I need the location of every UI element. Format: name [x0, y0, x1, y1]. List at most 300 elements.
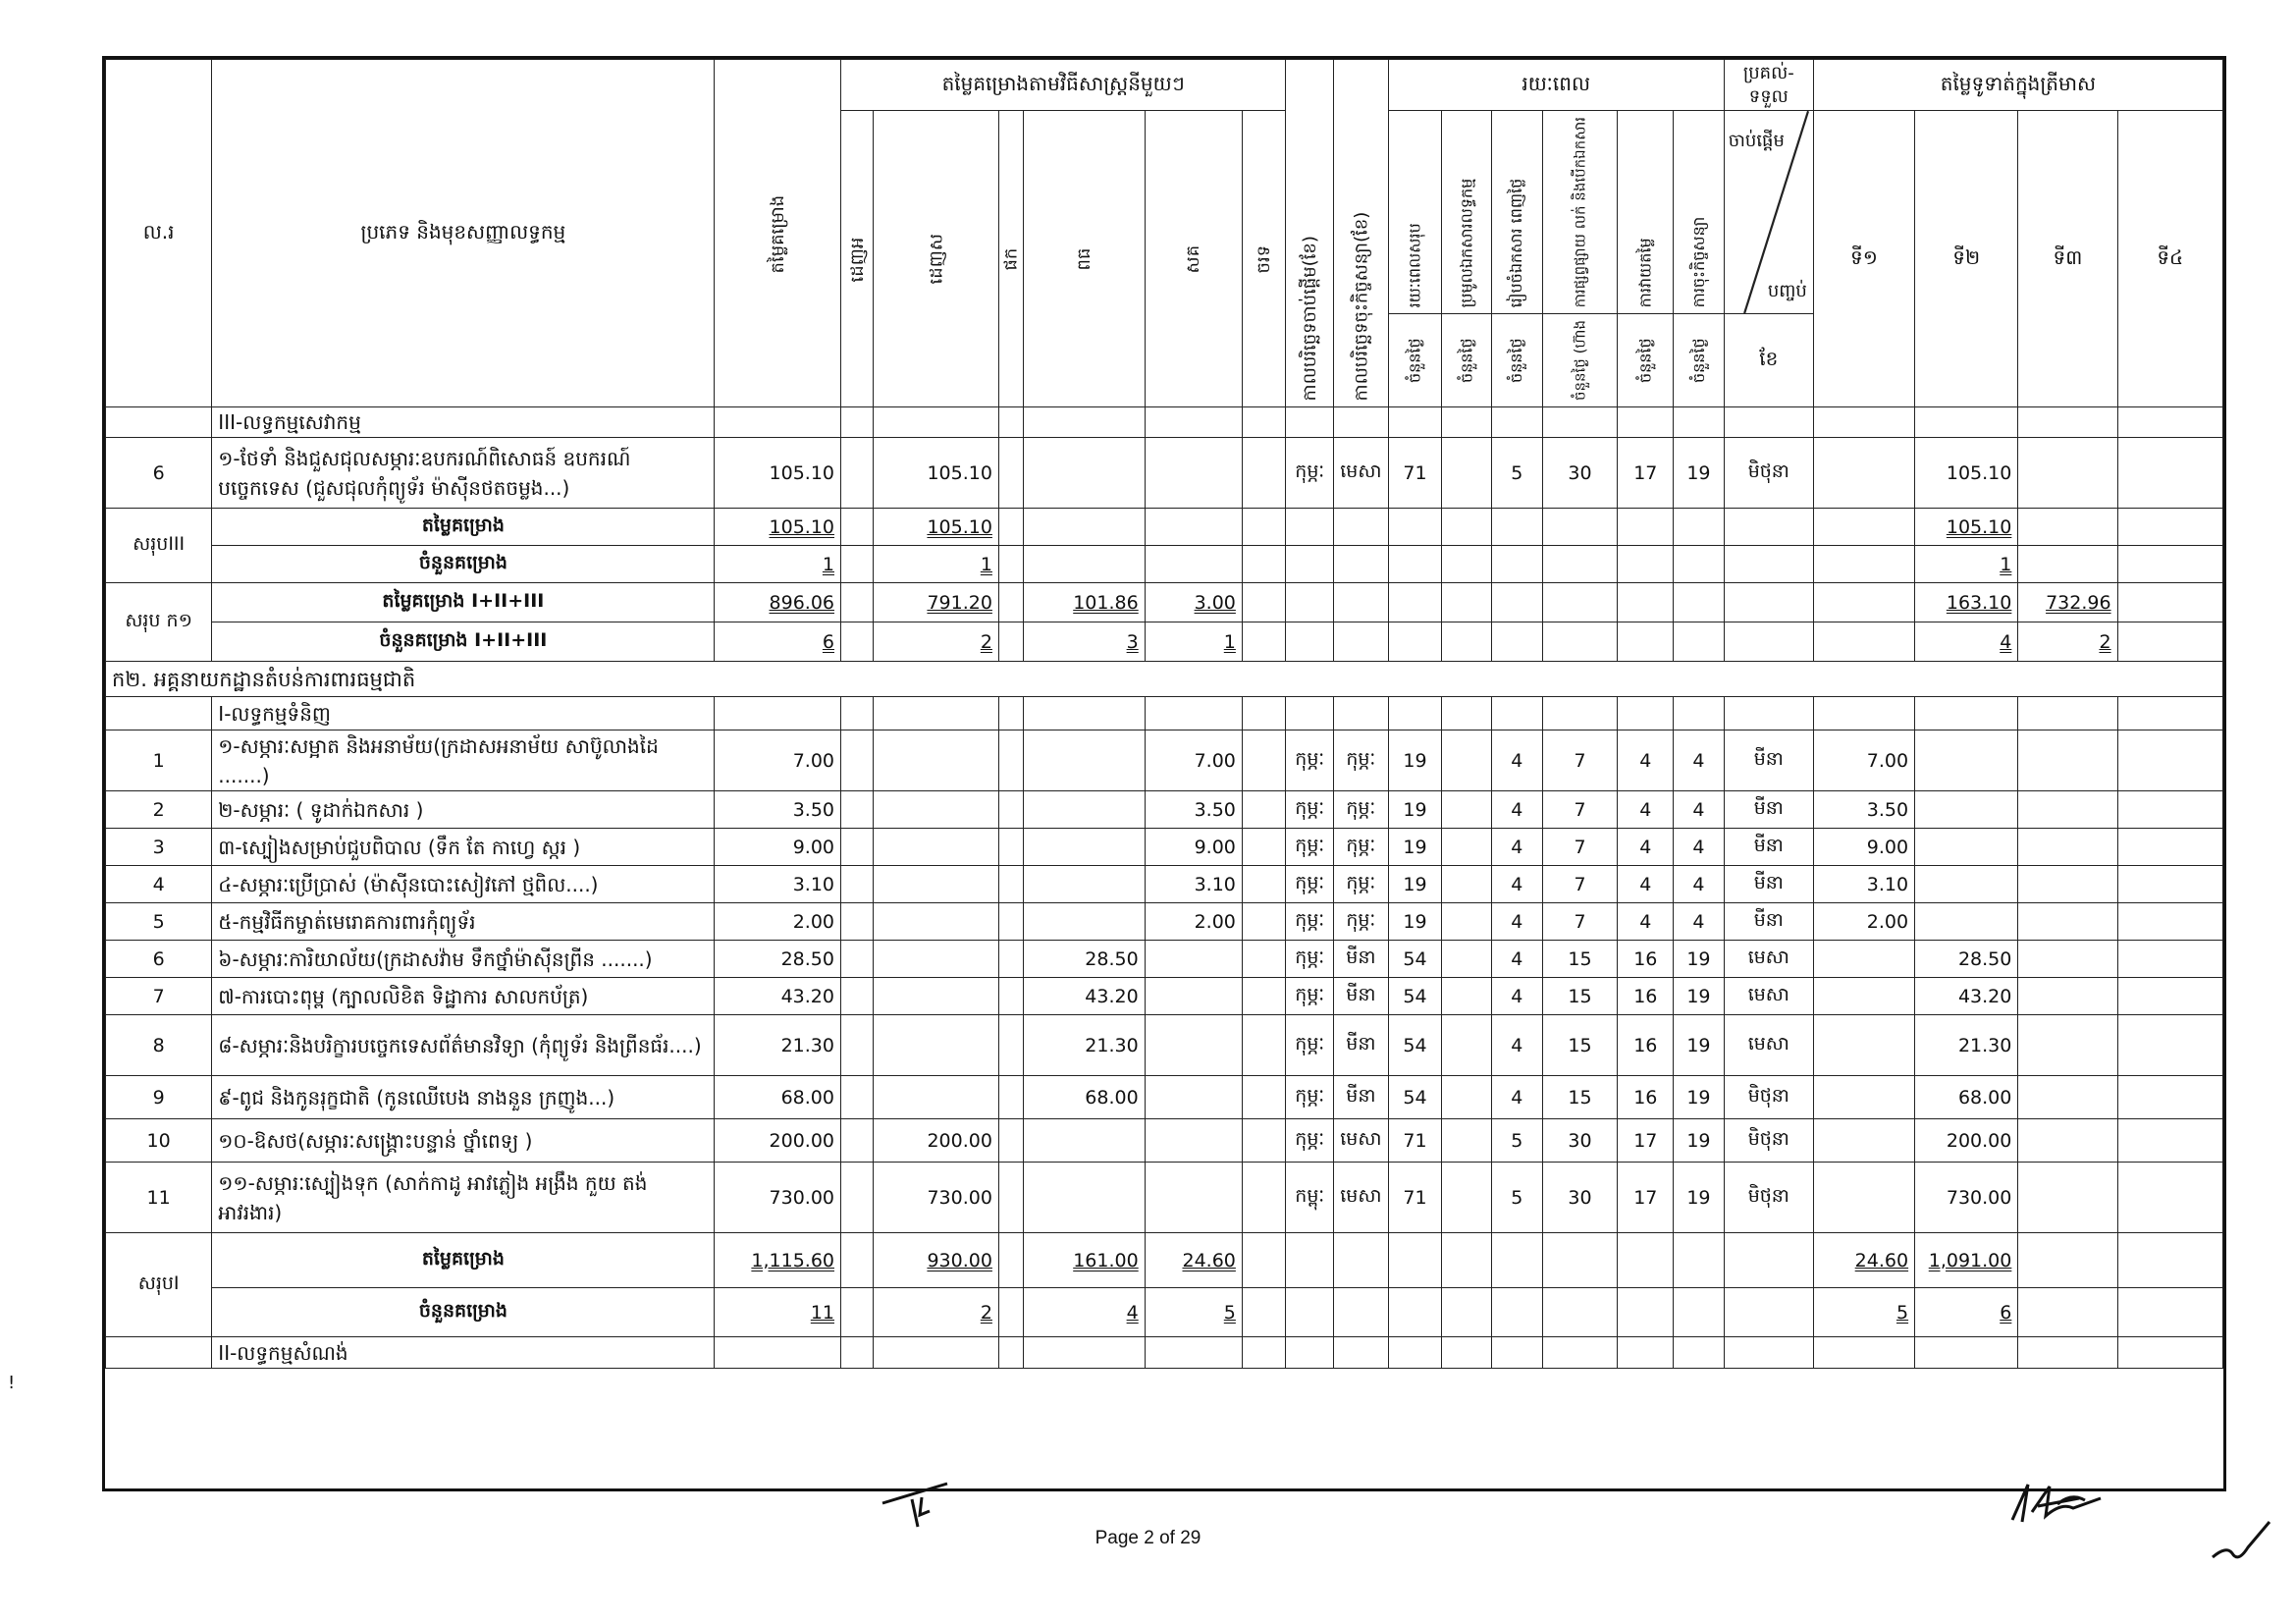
row-q2: 43.20 — [1915, 978, 2018, 1015]
row-m6 — [1242, 1163, 1286, 1233]
subtotal-s1-m2-price: 930.00 — [874, 1233, 999, 1288]
row-receive: មិថុនា — [1724, 438, 1813, 509]
row-m6 — [1242, 438, 1286, 509]
row-m2 — [874, 903, 999, 941]
table-row — [106, 1076, 2223, 1119]
subtotal-s1-q2-count: 6 — [1915, 1288, 2018, 1337]
row-m2 — [874, 1015, 999, 1076]
row-d2 — [1442, 730, 1492, 791]
row-description: ៤-សម្ភារៈប្រើប្រាស់ (ម៉ាស៊ីនបោះសៀវភៅ ថ្មពិល....) — [212, 866, 715, 903]
hdr-plan-end: កាលបរិច្ឆេទចុះកិច្ចសន្យា(ខែ) — [1334, 60, 1389, 407]
row-q3 — [2018, 941, 2117, 978]
row-q2 — [1915, 903, 2018, 941]
row-d2 — [1442, 866, 1492, 903]
row-q4 — [2117, 866, 2222, 903]
row-receive: មិថុនា — [1724, 1076, 1813, 1119]
row-receive: មេសា — [1724, 978, 1813, 1015]
row-m5 — [1145, 438, 1242, 509]
row-receive: មីនា — [1724, 829, 1813, 866]
row-q3 — [2018, 1119, 2117, 1163]
row-d6: 19 — [1674, 1015, 1725, 1076]
row-q4 — [2117, 978, 2222, 1015]
row-m4: 68.00 — [1024, 1076, 1145, 1119]
row-q1: 3.50 — [1813, 791, 1914, 829]
table-row — [106, 978, 2223, 1015]
row-m3 — [998, 866, 1023, 903]
row-description: ១-សម្ភារៈសម្អាត និងអនាម័យ(ក្រដាសអនាម័យ សាប៊ូលាងដៃ .......) — [212, 730, 715, 791]
row-no: 6 — [106, 438, 212, 509]
row-m3 — [998, 1163, 1023, 1233]
row-plan-start: កុម្ភៈ — [1286, 941, 1334, 978]
subtotal-s3-count-label: ចំនួនគម្រោង — [212, 546, 715, 583]
row-m4 — [1024, 866, 1145, 903]
row-m5: 2.00 — [1145, 903, 1242, 941]
subtotal-s1-m2-count: 2 — [874, 1288, 999, 1337]
subtotal-s3-m2-count: 1 — [874, 546, 999, 583]
row-m6 — [1242, 1119, 1286, 1163]
row-d1: 54 — [1388, 941, 1442, 978]
row-d2 — [1442, 438, 1492, 509]
row-m5: 3.50 — [1145, 791, 1242, 829]
row-m1 — [841, 941, 874, 978]
row-no: 2 — [106, 791, 212, 829]
row-q4 — [2117, 730, 2222, 791]
row-m6 — [1242, 791, 1286, 829]
hdr-receive-group: ប្រគល់-ទទួល — [1724, 60, 1813, 111]
row-m2 — [874, 941, 999, 978]
hdr-unit-d4: ចំនួនថ្ងៃ (ហ៊ាង — [1542, 314, 1618, 407]
row-m1 — [841, 438, 874, 509]
row-q2 — [1915, 866, 2018, 903]
row-q1 — [1813, 1163, 1914, 1233]
row-d6: 19 — [1674, 1163, 1725, 1233]
row-plan-end: កុម្ភៈ — [1334, 730, 1389, 791]
row-d6: 4 — [1674, 730, 1725, 791]
row-plan-start: កុម្ភៈ — [1286, 791, 1334, 829]
row-d1: 19 — [1388, 791, 1442, 829]
row-d5: 4 — [1618, 829, 1674, 866]
row-d2 — [1442, 791, 1492, 829]
row-d5: 4 — [1618, 730, 1674, 791]
row-m4 — [1024, 903, 1145, 941]
row-price: 7.00 — [715, 730, 841, 791]
row-description: ៣-ស្បៀងសម្រាប់ជួបពិបាល (ទឹក តែ កាហ្វេ ស្ករ ) — [212, 829, 715, 866]
row-q3 — [2018, 1163, 2117, 1233]
row-d3: 5 — [1491, 1119, 1542, 1163]
row-m1 — [841, 903, 874, 941]
row-m5 — [1145, 941, 1242, 978]
row-m6 — [1242, 978, 1286, 1015]
hdr-m5: សគ — [1145, 111, 1242, 407]
row-description: ១១-សម្ភារៈស្បៀងទុក (សាក់កាដូ អាវភ្លៀង អង្រឹង កួយ តង់ អាវរងារ) — [212, 1163, 715, 1233]
row-description: ៩-ពូជ និងកូនរុក្ខជាតិ (កូនឈើបេង នាងនួន ក្រញូង...) — [212, 1076, 715, 1119]
row-m3 — [998, 941, 1023, 978]
subtotal-s1-m4-count: 4 — [1024, 1288, 1145, 1337]
hdr-d4: ការផ្សព្វផ្សាយ លក់ និងបើកឯកសារ — [1542, 111, 1618, 314]
row-m4 — [1024, 438, 1145, 509]
row-d3: 4 — [1491, 978, 1542, 1015]
row-m2 — [874, 730, 999, 791]
row-d5: 17 — [1618, 1163, 1674, 1233]
table-row — [106, 941, 2223, 978]
subtotal-s1-count-label: ចំនួនគម្រោង — [212, 1288, 715, 1337]
row-receive: មិថុនា — [1724, 1163, 1813, 1233]
hdr-method-group: តម្លៃគម្រោងតាមវិធីសាស្ត្រនីមួយៗ — [841, 60, 1286, 111]
row-price: 68.00 — [715, 1076, 841, 1119]
hdr-d5: ការវាយតម្លៃ — [1618, 111, 1674, 314]
row-q1: 2.00 — [1813, 903, 1914, 941]
row-plan-start: កុម្ភៈ — [1286, 438, 1334, 509]
row-price: 3.50 — [715, 791, 841, 829]
row-plan-start: កុម្ភៈ — [1286, 730, 1334, 791]
row-m2 — [874, 1076, 999, 1119]
row-d5: 16 — [1618, 978, 1674, 1015]
hdr-duration-group: រយៈពេល — [1388, 60, 1724, 111]
row-price: 9.00 — [715, 829, 841, 866]
row-plan-end: កុម្ភៈ — [1334, 903, 1389, 941]
row-q4 — [2117, 1076, 2222, 1119]
row-receive: មីនា — [1724, 903, 1813, 941]
row-price: 105.10 — [715, 438, 841, 509]
row-m5 — [1145, 1015, 1242, 1076]
row-no: 10 — [106, 1119, 212, 1163]
row-q2: 28.50 — [1915, 941, 2018, 978]
hdr-q3: ទី៣ — [2018, 111, 2117, 407]
hdr-q1: ទី១ — [1813, 111, 1914, 407]
row-plan-end: មេសា — [1334, 1119, 1389, 1163]
row-plan-start: កម្ពុៈ — [1286, 1163, 1334, 1233]
row-d5: 4 — [1618, 866, 1674, 903]
row-q2 — [1915, 829, 2018, 866]
row-q2 — [1915, 730, 2018, 791]
row-m5 — [1145, 978, 1242, 1015]
row-d1: 19 — [1388, 903, 1442, 941]
row-d1: 71 — [1388, 438, 1442, 509]
row-d4: 30 — [1542, 438, 1618, 509]
row-m2 — [874, 829, 999, 866]
subtotal-k1-m2-count: 2 — [874, 622, 999, 662]
hdr-d6: ការចុះកិច្ចសន្យា — [1674, 111, 1725, 314]
hdr-unit-d3: ចំនួនថ្ងៃ — [1491, 314, 1542, 407]
subtotal-k1-price-label: តម្លៃគម្រោង I+II+III — [212, 583, 715, 622]
section-title-s1: I-លទ្ធកម្មទំនិញ — [212, 697, 715, 730]
subtotal-s3-q2-price: 105.10 — [1915, 509, 2018, 546]
row-d6: 4 — [1674, 829, 1725, 866]
row-d6: 4 — [1674, 866, 1725, 903]
row-d1: 54 — [1388, 1076, 1442, 1119]
row-q3 — [2018, 1076, 2117, 1119]
table-row — [106, 1015, 2223, 1076]
row-m5 — [1145, 1076, 1242, 1119]
subtotal-s1-q1-count: 5 — [1813, 1288, 1914, 1337]
row-m4 — [1024, 791, 1145, 829]
row-d4: 15 — [1542, 941, 1618, 978]
subtotal-k1-q2-price: 163.10 — [1915, 583, 2018, 622]
hdr-m4: ពធ — [1024, 111, 1145, 407]
row-d4: 7 — [1542, 730, 1618, 791]
row-m4: 28.50 — [1024, 941, 1145, 978]
row-d3: 4 — [1491, 1076, 1542, 1119]
hdr-unit-d6: ចំនួនថ្ងៃ — [1674, 314, 1725, 407]
row-m3 — [998, 1015, 1023, 1076]
hdr-recv-start: ចាប់ផ្តើម — [1728, 131, 1785, 151]
subtotal-s1-count: 11 — [715, 1288, 841, 1337]
row-description: ៦-សម្ភារៈការិយាល័យ(ក្រដាសវ៉ាម ទឹកថ្នាំម៉ាស៊ីនព្រីន .......) — [212, 941, 715, 978]
row-q1 — [1813, 978, 1914, 1015]
row-receive: មីនា — [1724, 791, 1813, 829]
row-price: 200.00 — [715, 1119, 841, 1163]
page-footer: Page 2 of 29 — [1095, 1528, 1201, 1548]
row-d2 — [1442, 941, 1492, 978]
row-q1 — [1813, 438, 1914, 509]
hdr-recv-unit: ខែ — [1724, 314, 1813, 407]
row-plan-start: កុម្ភៈ — [1286, 1015, 1334, 1076]
subtotal-s1-price: 1,115.60 — [715, 1233, 841, 1288]
row-d3: 4 — [1491, 829, 1542, 866]
row-q3 — [2018, 1015, 2117, 1076]
row-d3: 4 — [1491, 1015, 1542, 1076]
row-no: 9 — [106, 1076, 212, 1119]
row-plan-end: កុម្ភៈ — [1334, 829, 1389, 866]
hdr-recv-end: បញ្ចប់ — [1767, 281, 1807, 302]
row-m1 — [841, 829, 874, 866]
row-plan-end: កុម្ភៈ — [1334, 866, 1389, 903]
hdr-m3: ផក — [998, 111, 1023, 407]
row-description: ៨-សម្ភារៈនិងបរិក្ខារបច្ចេកទេសព័ត៌មានវិទ្យា (កុំព្យូទ័រ និងព្រីនធ័រ....) — [212, 1015, 715, 1076]
row-m6 — [1242, 866, 1286, 903]
subtotal-s1-m5-count: 5 — [1145, 1288, 1242, 1337]
row-d4: 7 — [1542, 866, 1618, 903]
row-no: 11 — [106, 1163, 212, 1233]
row-d1: 71 — [1388, 1163, 1442, 1233]
row-plan-end: មីនា — [1334, 941, 1389, 978]
row-m2 — [874, 866, 999, 903]
row-q4 — [2117, 903, 2222, 941]
table-row — [106, 829, 2223, 866]
hdr-d1: រយៈពេលសរុប — [1388, 111, 1442, 314]
row-m5 — [1145, 1163, 1242, 1233]
row-m3 — [998, 1119, 1023, 1163]
table-row — [106, 730, 2223, 791]
row-plan-end: មេសា — [1334, 438, 1389, 509]
row-d5: 4 — [1618, 791, 1674, 829]
row-d6: 19 — [1674, 438, 1725, 509]
subtotal-s1-q1-price: 24.60 — [1813, 1233, 1914, 1288]
subtotal-k1-q3-count: 2 — [2018, 622, 2117, 662]
hdr-unit-d2: ចំនួនថ្ងៃ — [1442, 314, 1492, 407]
row-q3 — [2018, 438, 2117, 509]
row-d1: 19 — [1388, 730, 1442, 791]
row-d6: 4 — [1674, 791, 1725, 829]
table-row — [106, 791, 2223, 829]
row-m3 — [998, 438, 1023, 509]
subtotal-s3-price-label: តម្លៃគម្រោង — [212, 509, 715, 546]
row-plan-start: កុម្ភៈ — [1286, 903, 1334, 941]
row-q4 — [2117, 829, 2222, 866]
row-q2: 68.00 — [1915, 1076, 2018, 1119]
row-plan-start: កុម្ភៈ — [1286, 1076, 1334, 1119]
row-d2 — [1442, 1119, 1492, 1163]
row-d1: 54 — [1388, 1015, 1442, 1076]
row-d3: 4 — [1491, 903, 1542, 941]
subtotal-k1-q3-price: 732.96 — [2018, 583, 2117, 622]
row-d1: 19 — [1388, 829, 1442, 866]
row-m4 — [1024, 1163, 1145, 1233]
row-q3 — [2018, 903, 2117, 941]
row-description: ១០-ឱសថ(សម្ភារៈសង្គ្រោះបន្ទាន់ ថ្នាំពេទ្យ ) — [212, 1119, 715, 1163]
row-m2 — [874, 978, 999, 1015]
row-d2 — [1442, 829, 1492, 866]
row-no: 8 — [106, 1015, 212, 1076]
row-no: 7 — [106, 978, 212, 1015]
row-m2: 105.10 — [874, 438, 999, 509]
row-q1 — [1813, 1119, 1914, 1163]
subtotal-s1-m4-price: 161.00 — [1024, 1233, 1145, 1288]
row-q1: 3.10 — [1813, 866, 1914, 903]
row-plan-start: កុម្ភៈ — [1286, 829, 1334, 866]
row-m4: 21.30 — [1024, 1015, 1145, 1076]
row-no: 6 — [106, 941, 212, 978]
row-q1: 9.00 — [1813, 829, 1914, 866]
row-receive: មិថុនា — [1724, 1119, 1813, 1163]
row-d6: 19 — [1674, 1076, 1725, 1119]
row-m6 — [1242, 1015, 1286, 1076]
table-row — [106, 438, 2223, 509]
row-m4: 43.20 — [1024, 978, 1145, 1015]
section-s1-rows — [106, 730, 2223, 1233]
row-d4: 7 — [1542, 829, 1618, 866]
section-s3-rows — [106, 438, 2223, 509]
row-m2 — [874, 791, 999, 829]
row-q4 — [2117, 1119, 2222, 1163]
row-m5: 9.00 — [1145, 829, 1242, 866]
row-q1 — [1813, 1076, 1914, 1119]
plan-sheet — [102, 56, 2226, 1491]
row-d2 — [1442, 1163, 1492, 1233]
hdr-d3: រៀបចំឯកសារ ពេញថ្លៃ — [1491, 111, 1542, 314]
row-m6 — [1242, 941, 1286, 978]
row-d2 — [1442, 903, 1492, 941]
row-m6 — [1242, 730, 1286, 791]
subtotal-s1-price-label: តម្លៃគម្រោង — [212, 1233, 715, 1288]
hdr-q4: ទី៤ — [2117, 111, 2222, 407]
row-d1: 71 — [1388, 1119, 1442, 1163]
row-q4 — [2117, 438, 2222, 509]
row-d4: 7 — [1542, 791, 1618, 829]
row-d2 — [1442, 1015, 1492, 1076]
row-d5: 17 — [1618, 1119, 1674, 1163]
row-m5: 7.00 — [1145, 730, 1242, 791]
row-q4 — [2117, 941, 2222, 978]
subtotal-s1-label: សរុបI — [106, 1233, 212, 1337]
row-m1 — [841, 1163, 874, 1233]
row-d2 — [1442, 978, 1492, 1015]
row-plan-end: មីនា — [1334, 1015, 1389, 1076]
row-m3 — [998, 903, 1023, 941]
row-price: 28.50 — [715, 941, 841, 978]
row-m3 — [998, 791, 1023, 829]
row-d4: 15 — [1542, 1076, 1618, 1119]
row-d4: 7 — [1542, 903, 1618, 941]
row-description: ១-ថែទាំ និងជួសជុលសម្ភារៈឧបករណ៍ពិសោធន៍ ឧបករណ៍បច្ចេកទេស (ជួសជុលកុំព្យូទ័រ ម៉ាស៊ីនថតចម្លង...) — [212, 438, 715, 509]
row-no: 3 — [106, 829, 212, 866]
row-receive: មេសា — [1724, 941, 1813, 978]
row-q4 — [2117, 791, 2222, 829]
row-q2: 200.00 — [1915, 1119, 2018, 1163]
subtotal-k1-price: 896.06 — [715, 583, 841, 622]
table-row — [106, 1163, 2223, 1233]
row-price: 3.10 — [715, 866, 841, 903]
row-q1 — [1813, 941, 1914, 978]
row-no: 4 — [106, 866, 212, 903]
row-plan-start: កុម្ភៈ — [1286, 978, 1334, 1015]
row-d2 — [1442, 1076, 1492, 1119]
hdr-m1: ដេញអ — [841, 111, 874, 407]
row-d4: 15 — [1542, 978, 1618, 1015]
subtotal-k1-count: 6 — [715, 622, 841, 662]
row-q3 — [2018, 730, 2117, 791]
row-plan-end: មេសា — [1334, 1163, 1389, 1233]
row-description: ៧-ការបោះពុម្ព (ក្បាលលិខិត ទិដ្ឋាការ សាលកប័ត្រ) — [212, 978, 715, 1015]
row-m2: 730.00 — [874, 1163, 999, 1233]
hdr-receive-start-end — [1724, 111, 1813, 314]
row-d3: 4 — [1491, 866, 1542, 903]
row-q2 — [1915, 791, 2018, 829]
row-description: ២-សម្ភារៈ ( ទូដាក់ឯកសារ ) — [212, 791, 715, 829]
hdr-m6: ចរទ — [1242, 111, 1286, 407]
hdr-plan-start: កាលបរិច្ឆេទចាប់ផ្តើម(ខែ) — [1286, 60, 1334, 407]
row-plan-end: មីនា — [1334, 978, 1389, 1015]
row-d5: 16 — [1618, 1015, 1674, 1076]
row-m1 — [841, 730, 874, 791]
procurement-plan-table — [105, 59, 2223, 1369]
section-title-s2: II-លទ្ធកម្មសំណង់ — [212, 1337, 715, 1369]
subtotal-k1-m2-price: 791.20 — [874, 583, 999, 622]
row-m4 — [1024, 829, 1145, 866]
row-d6: 19 — [1674, 1119, 1725, 1163]
row-d6: 4 — [1674, 903, 1725, 941]
row-m1 — [841, 1076, 874, 1119]
subtotal-k1-m5-count: 1 — [1145, 622, 1242, 662]
row-d6: 19 — [1674, 941, 1725, 978]
hdr-quarter-group: តម្លៃទូទាត់ក្នុងត្រីមាស — [1813, 60, 2222, 111]
row-description: ៥-កម្មវិធីកម្ចាត់មេរោគការពារកុំព្យូទ័រ — [212, 903, 715, 941]
hdr-est-price: តម្លៃគម្រោង — [715, 60, 841, 407]
row-m6 — [1242, 903, 1286, 941]
row-m4 — [1024, 730, 1145, 791]
row-receive: មេសា — [1724, 1015, 1813, 1076]
row-d3: 4 — [1491, 730, 1542, 791]
row-d4: 15 — [1542, 1015, 1618, 1076]
subtotal-k1-q2-count: 4 — [1915, 622, 2018, 662]
table-row — [106, 903, 2223, 941]
subtotal-s3-count: 1 — [715, 546, 841, 583]
subtotal-s3-m2-price: 105.10 — [874, 509, 999, 546]
row-q2: 730.00 — [1915, 1163, 2018, 1233]
margin-mark: ! — [8, 1373, 16, 1393]
row-m3 — [998, 978, 1023, 1015]
row-receive: មីនា — [1724, 866, 1813, 903]
row-q1: 7.00 — [1813, 730, 1914, 791]
section-title-k2: ក២. អគ្គនាយកដ្ឋានតំបន់ការពារធម្មជាតិ — [106, 662, 2223, 697]
row-m3 — [998, 730, 1023, 791]
row-receive: មីនា — [1724, 730, 1813, 791]
subtotal-k1-count-label: ចំនួនគម្រោង I+II+III — [212, 622, 715, 662]
row-m1 — [841, 978, 874, 1015]
row-m1 — [841, 866, 874, 903]
subtotal-k1-m4-price: 101.86 — [1024, 583, 1145, 622]
hdr-unit-d5: ចំនួនថ្ងៃ — [1618, 314, 1674, 407]
